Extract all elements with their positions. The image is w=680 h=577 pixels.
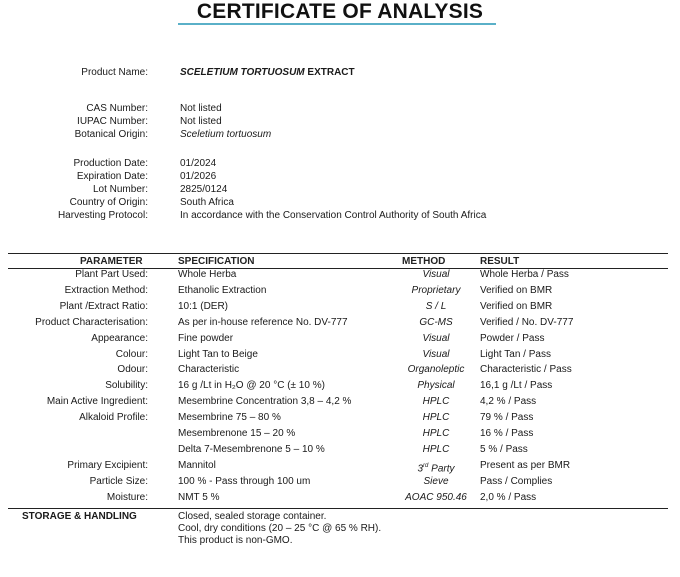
product-name-species: SCELETIUM TORTUOSUM bbox=[180, 67, 305, 78]
product-name-value bbox=[180, 66, 355, 79]
row-result: Verified on BMR bbox=[480, 300, 553, 312]
table-row bbox=[0, 267, 680, 283]
table-row bbox=[0, 474, 680, 490]
row-method: HPLC bbox=[422, 412, 450, 424]
row-method: Visual bbox=[422, 348, 450, 360]
document-title: CERTIFICATE OF ANALYSIS bbox=[196, 0, 484, 23]
header-method: METHOD bbox=[402, 256, 446, 267]
row-parameter: Solubility: bbox=[105, 380, 148, 392]
row-result: Present as per BMR bbox=[480, 459, 571, 471]
row-parameter: Odour: bbox=[117, 364, 148, 376]
country-of-origin-label: Country of Origin: bbox=[69, 197, 148, 208]
header-result: RESULT bbox=[480, 256, 520, 267]
table-header-rule-top bbox=[8, 253, 668, 254]
expiration-date-label: Expiration Date: bbox=[76, 171, 148, 182]
table-row bbox=[0, 315, 680, 331]
row-specification: Light Tan to Beige bbox=[178, 348, 258, 360]
row-parameter: Primary Excipient: bbox=[67, 459, 148, 471]
table-row bbox=[0, 442, 680, 458]
row-method: AOAC 950.46 bbox=[405, 491, 467, 503]
harvesting-protocol-label: Harvesting Protocol: bbox=[57, 210, 148, 221]
row-result: Pass / Complies bbox=[480, 475, 553, 487]
row-result: Powder / Pass bbox=[480, 332, 545, 344]
storage-line-1: Closed, sealed storage container. bbox=[178, 511, 327, 522]
cas-number-value: Not listed bbox=[180, 103, 222, 114]
row-result: 79 % / Pass bbox=[480, 412, 534, 424]
botanical-origin-label: Botanical Origin: bbox=[74, 129, 148, 140]
row-method: GC-MS bbox=[419, 316, 453, 328]
row-specification: Characteristic bbox=[178, 364, 240, 376]
table-row bbox=[0, 378, 680, 394]
row-result: 16,1 g /Lt / Pass bbox=[480, 380, 553, 392]
storage-line-2: Cool, dry conditions (20 – 25 °C @ 65 % RH). bbox=[178, 523, 382, 534]
row-specification: Mesembrenone 15 – 20 % bbox=[178, 428, 296, 439]
table-row bbox=[0, 458, 680, 474]
iupac-number-value: Not listed bbox=[180, 116, 222, 127]
row-method: S / L bbox=[425, 300, 447, 312]
storage-line-3: This product is non-GMO. bbox=[178, 535, 293, 546]
row-result: Whole Herba / Pass bbox=[480, 269, 569, 280]
row-specification: As per in-house reference No. DV-777 bbox=[178, 316, 348, 328]
row-parameter: Plant Part Used: bbox=[75, 269, 148, 280]
row-parameter: Plant /Extract Ratio: bbox=[59, 300, 148, 312]
row-specification: Ethanolic Extraction bbox=[178, 284, 267, 296]
header-specification: SPECIFICATION bbox=[178, 256, 255, 267]
row-specification: Fine powder bbox=[178, 332, 234, 344]
table-row bbox=[0, 362, 680, 378]
production-date-label: Production Date: bbox=[73, 158, 148, 169]
row-parameter: Appearance: bbox=[91, 332, 148, 344]
row-method: 3rd Party bbox=[417, 462, 455, 475]
row-specification: Delta 7-Mesembrenone 5 – 10 % bbox=[178, 443, 325, 455]
iupac-number-label: IUPAC Number: bbox=[77, 116, 148, 127]
row-method: Physical bbox=[417, 380, 455, 392]
table-row bbox=[0, 283, 680, 299]
table-row bbox=[0, 331, 680, 347]
production-date-value: 01/2024 bbox=[180, 158, 217, 169]
row-result: 2,0 % / Pass bbox=[480, 491, 537, 503]
table-end-rule bbox=[8, 508, 668, 509]
title-underline bbox=[178, 23, 496, 25]
country-of-origin-value: South Africa bbox=[180, 197, 234, 208]
table-row bbox=[0, 410, 680, 426]
header-parameter: PARAMETER bbox=[80, 256, 143, 267]
lot-number-label: Lot Number: bbox=[92, 184, 148, 195]
row-method: HPLC bbox=[422, 428, 450, 439]
row-specification: Mesembrine 75 – 80 % bbox=[178, 412, 281, 424]
row-method: Visual bbox=[422, 269, 450, 280]
product-name-suffix: EXTRACT bbox=[304, 67, 355, 78]
row-specification: Mannitol bbox=[178, 459, 216, 471]
row-parameter: Alkaloid Profile: bbox=[79, 412, 148, 424]
botanical-origin-value: Sceletium tortuosum bbox=[180, 129, 272, 140]
row-specification: Mesembrine Concentration 3,8 – 4,2 % bbox=[178, 396, 352, 408]
table-row bbox=[0, 426, 680, 442]
cas-number-label: CAS Number: bbox=[86, 103, 148, 114]
row-method: Sieve bbox=[423, 475, 449, 487]
table-row bbox=[0, 347, 680, 363]
row-specification: 10:1 (DER) bbox=[178, 300, 229, 312]
harvesting-protocol-value: In accordance with the Conservation Control Authority of South Africa bbox=[180, 210, 487, 221]
row-method: Visual bbox=[422, 332, 450, 344]
row-result: 5 % / Pass bbox=[480, 443, 528, 455]
expiration-date-value: 01/2026 bbox=[180, 171, 217, 182]
row-result: Verified on BMR bbox=[480, 284, 553, 296]
row-specification: Whole Herba bbox=[178, 269, 237, 280]
lot-number-value: 2825/0124 bbox=[180, 184, 228, 195]
row-parameter: Moisture: bbox=[106, 491, 148, 503]
row-method: Organoleptic bbox=[407, 364, 465, 376]
row-specification: 100 % - Pass through 100 um bbox=[178, 475, 311, 487]
row-parameter: Product Characterisation: bbox=[35, 316, 148, 328]
row-result: Characteristic / Pass bbox=[480, 364, 572, 376]
row-specification: 16 g /Lt in H₂O @ 20 °C (± 10 %) bbox=[178, 380, 325, 392]
row-result: 16 % / Pass bbox=[480, 428, 534, 439]
row-method: HPLC bbox=[422, 396, 450, 408]
product-name-label: Product Name: bbox=[81, 67, 148, 78]
storage-handling-label: STORAGE & HANDLING bbox=[22, 511, 137, 522]
row-result: 4,2 % / Pass bbox=[480, 396, 537, 408]
row-parameter: Particle Size: bbox=[89, 475, 148, 487]
table-row bbox=[0, 490, 680, 506]
row-method: Proprietary bbox=[411, 284, 461, 296]
row-method: HPLC bbox=[422, 443, 450, 455]
row-parameter: Extraction Method: bbox=[64, 284, 148, 296]
row-parameter: Colour: bbox=[115, 348, 148, 360]
table-row bbox=[0, 299, 680, 315]
table-row bbox=[0, 394, 680, 410]
row-result: Light Tan / Pass bbox=[480, 348, 551, 360]
row-result: Verified / No. DV-777 bbox=[480, 316, 574, 328]
row-parameter: Main Active Ingredient: bbox=[46, 396, 148, 408]
row-specification: NMT 5 % bbox=[178, 491, 220, 503]
